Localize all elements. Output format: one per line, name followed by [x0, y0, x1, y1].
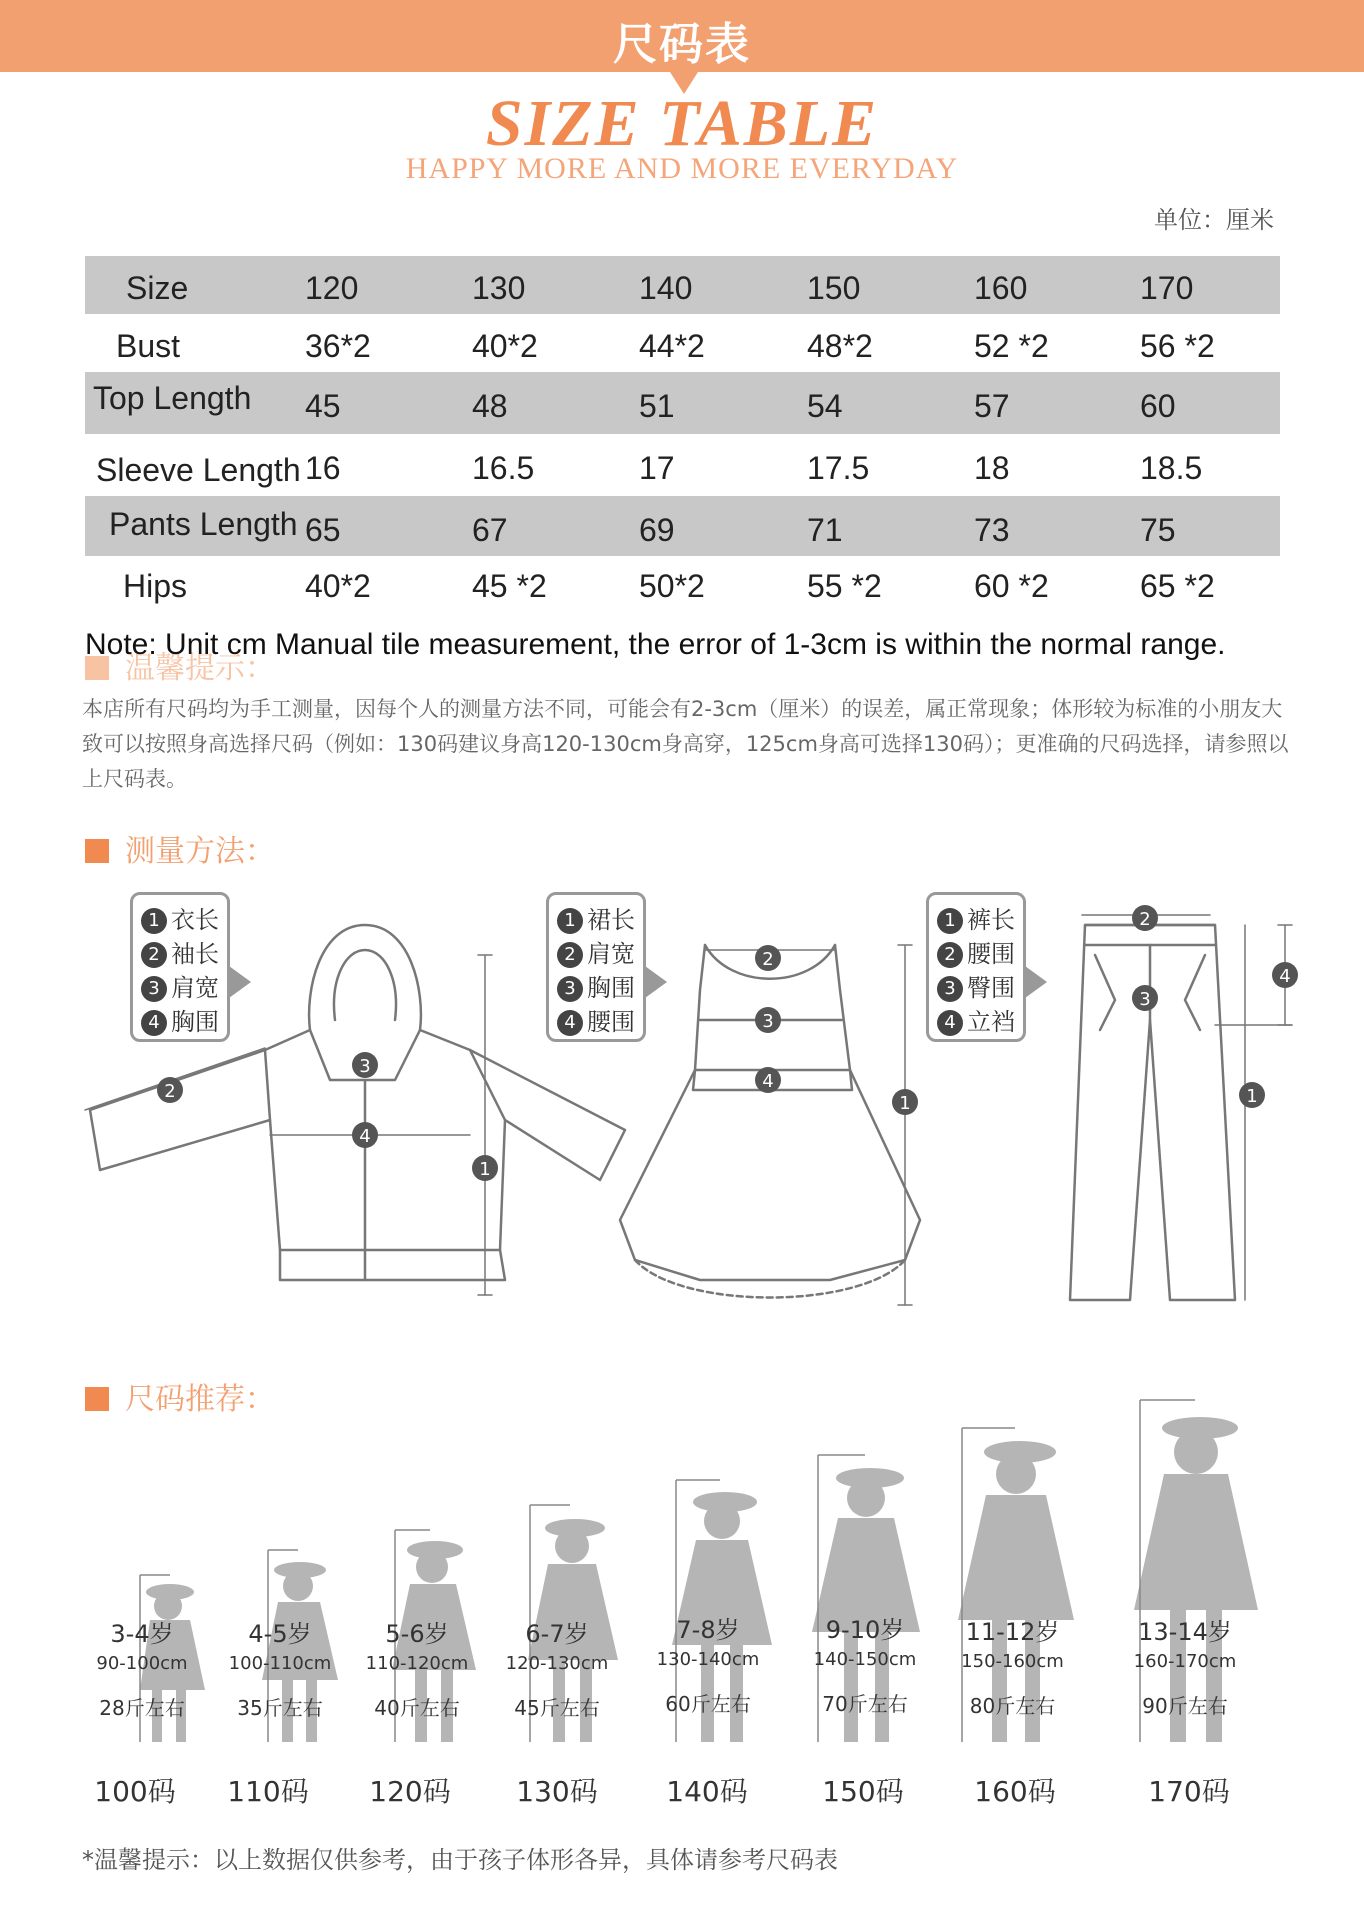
- kid-info: [82, 1614, 202, 1721]
- marker-label: 1: [479, 1159, 491, 1180]
- legend-item: 3 肩宽: [141, 971, 219, 1005]
- pants-drawing: [1070, 915, 1292, 1300]
- table-row: [85, 372, 1280, 434]
- kid-age: 5-6岁: [385, 1620, 449, 1648]
- table-cell: 51: [639, 388, 675, 424]
- recommended-size: 100码: [94, 1775, 176, 1808]
- size-table: [85, 256, 1280, 614]
- legend-item: 1 裙长: [557, 903, 635, 937]
- square-icon: [85, 839, 109, 863]
- kid-height: 90-100cm: [96, 1653, 188, 1674]
- number-2-icon: 2: [557, 942, 583, 968]
- tips-heading-text: 温馨提示：: [125, 651, 275, 686]
- kid-weight: 35斤左右: [237, 1696, 323, 1720]
- kid-info: [1115, 1612, 1255, 1719]
- marker-4: [1272, 962, 1298, 988]
- table-cell: 40*2: [305, 568, 371, 604]
- marker-1: [892, 1089, 918, 1115]
- table-cell: 18: [974, 450, 1010, 486]
- kid-weight: 28斤左右: [99, 1696, 185, 1720]
- table-cell: 75: [1140, 512, 1176, 548]
- table-cell: 56 *2: [1140, 328, 1215, 364]
- legend-item: 3 臀围: [937, 971, 1015, 1005]
- legend-item: 1 裤长: [937, 903, 1015, 937]
- marker-label: 2: [762, 949, 774, 970]
- number-2-icon: 2: [141, 942, 167, 968]
- table-cell: 57: [974, 388, 1010, 424]
- banner-title: 尺码表: [613, 19, 751, 70]
- row-label: Top Length: [93, 380, 252, 416]
- kid-weight: 40斤左右: [374, 1696, 460, 1720]
- kid-info: [643, 1610, 773, 1717]
- table-cell: 45: [305, 388, 341, 424]
- header-banner: [0, 0, 1364, 72]
- garment-diagrams: [0, 880, 1364, 1320]
- table-cell: 16.5: [472, 450, 535, 486]
- number-3-icon: 3: [557, 976, 583, 1002]
- kid-height: 150-160cm: [961, 1651, 1064, 1672]
- legend-item: 2 肩宽: [557, 937, 635, 971]
- footer-note: *温馨提示：以上数据仅供参考，由于孩子体形各异，具体请参考尺码表: [82, 1846, 838, 1874]
- page-title: SIZE TABLE: [485, 87, 879, 160]
- row-label: Pants Length: [109, 506, 298, 542]
- marker-label: 4: [762, 1071, 774, 1092]
- table-row: [85, 256, 1280, 314]
- table-cell: 16: [305, 450, 341, 486]
- kid-weight: 45斤左右: [514, 1696, 600, 1720]
- table-row: [85, 314, 1280, 372]
- kid-height: 160-170cm: [1133, 1651, 1237, 1672]
- kid-info: [945, 1612, 1080, 1719]
- marker-label: 3: [359, 1056, 371, 1077]
- legend-item: 4 立裆: [937, 1005, 1015, 1039]
- number-1-icon: 1: [141, 908, 167, 934]
- table-cell: 71: [807, 512, 843, 548]
- marker-3: [352, 1052, 378, 1078]
- marker-3: [755, 1007, 781, 1033]
- kid-height: 100-110cm: [228, 1653, 332, 1674]
- number-3-icon: 3: [937, 976, 963, 1002]
- number-1-icon: 1: [937, 908, 963, 934]
- dress-drawing: [620, 945, 920, 1305]
- recommended-size: 140码: [666, 1775, 748, 1808]
- marker-2: [1132, 905, 1158, 931]
- marker-label: 3: [1139, 989, 1151, 1010]
- kid-age: 7-8岁: [676, 1616, 740, 1644]
- kid-info: [352, 1614, 482, 1721]
- row-label: Sleeve Length: [96, 452, 301, 488]
- number-1-icon: 1: [557, 908, 583, 934]
- table-cell: 60: [1140, 388, 1176, 424]
- table-cell: 17: [639, 450, 675, 486]
- marker-label: 1: [899, 1093, 911, 1114]
- number-4-icon: 4: [557, 1010, 583, 1036]
- measurement-note: Note: Unit cm Manual tile measurement, the error of 1-3cm is within the normal range.: [85, 628, 1226, 661]
- table-cell: 52 *2: [974, 328, 1049, 364]
- kid-age: 4-5岁: [248, 1620, 312, 1648]
- row-label: Hips: [123, 568, 188, 604]
- marker-2: [157, 1077, 183, 1103]
- kid-info: [800, 1610, 930, 1717]
- table-cell: 50*2: [639, 568, 705, 604]
- kid-height: 130-140cm: [656, 1649, 760, 1670]
- kid-weight: 70斤左右: [822, 1692, 908, 1716]
- page-subtitle: HAPPY MORE AND MORE EVERYDAY: [405, 152, 959, 185]
- table-cell: 65 *2: [1140, 568, 1215, 604]
- legend-item: 4 腰围: [557, 1005, 635, 1039]
- table-cell: 150: [807, 270, 861, 306]
- marker-label: 1: [1246, 1086, 1258, 1107]
- unit-label: 单位：厘米: [1154, 206, 1274, 234]
- number-4-icon: 4: [141, 1010, 167, 1036]
- table-cell: 120: [305, 270, 359, 306]
- tips-text: 本店所有尺码均为手工测量，因每个人的测量方法不同，可能会有2-3cm（厘米）的误差，属正常现象；体形较为标准的小朋友大致可以按照身高选择尺码（例如：130码建议身高120-130cm身高穿，125cm身高可选择130码）；更准确的尺码选择，请参照以上尺码表。: [82, 697, 1289, 791]
- table-cell: 65: [305, 512, 341, 548]
- table-cell: 17.5: [807, 450, 870, 486]
- table-cell: 55 *2: [807, 568, 882, 604]
- marker-4: [352, 1122, 378, 1148]
- kid-age: 11-12岁: [965, 1618, 1060, 1646]
- table-cell: 130: [472, 270, 526, 306]
- table-cell: 60 *2: [974, 568, 1049, 604]
- table-cell: 140: [639, 270, 693, 306]
- recommended-size: 130码: [516, 1775, 598, 1808]
- table-cell: 40*2: [472, 328, 538, 364]
- kid-height: 110-120cm: [365, 1653, 469, 1674]
- table-cell: 48*2: [807, 328, 873, 364]
- marker-3: [1132, 985, 1158, 1011]
- measure-heading-text: 测量方法：: [125, 834, 275, 869]
- marker-2: [755, 945, 781, 971]
- legend-item: 2 腰围: [937, 937, 1015, 971]
- table-cell: 36*2: [305, 328, 371, 364]
- table-row: [85, 496, 1280, 556]
- table-cell: 170: [1140, 270, 1194, 306]
- row-label: Bust: [116, 328, 181, 364]
- kid-info: [492, 1614, 622, 1721]
- kid-age: 9-10岁: [825, 1616, 905, 1644]
- measure-heading: [85, 826, 275, 870]
- kid-height: 120-130cm: [505, 1653, 609, 1674]
- legend-item: 4 胸围: [141, 1005, 219, 1039]
- legend-item: 2 袖长: [141, 937, 219, 971]
- marker-4: [755, 1067, 781, 1093]
- marker-label: 3: [762, 1011, 774, 1032]
- number-4-icon: 4: [937, 1010, 963, 1036]
- row-label: Size: [126, 270, 189, 306]
- marker-label: 2: [164, 1081, 176, 1102]
- number-3-icon: 3: [141, 976, 167, 1002]
- marker-label: 4: [359, 1126, 371, 1147]
- table-cell: 67: [472, 512, 508, 548]
- recommended-size: 150码: [822, 1775, 904, 1808]
- table-cell: 48: [472, 388, 508, 424]
- marker-label: 2: [1139, 909, 1151, 930]
- number-2-icon: 2: [937, 942, 963, 968]
- table-cell: 18.5: [1140, 450, 1203, 486]
- hoodie-drawing: [85, 925, 625, 1295]
- kid-age: 13-14岁: [1138, 1618, 1232, 1646]
- marker-1: [1239, 1082, 1265, 1108]
- table-row: [85, 556, 1280, 614]
- kid-weight: 80斤左右: [969, 1694, 1056, 1718]
- kid-age: 3-4岁: [110, 1620, 174, 1648]
- kid-height: 140-150cm: [813, 1649, 917, 1670]
- recommended-size: 170码: [1148, 1775, 1230, 1808]
- table-cell: 69: [639, 512, 675, 548]
- legend-item: 1 衣长: [141, 903, 219, 937]
- kid-info: [215, 1614, 345, 1721]
- kid-age: 6-7岁: [525, 1620, 589, 1648]
- recommended-size: 110码: [227, 1775, 309, 1808]
- legend-item: 3 胸围: [557, 971, 635, 1005]
- table-row: [85, 434, 1280, 496]
- table-cell: 160: [974, 270, 1028, 306]
- recommended-size: 120码: [369, 1775, 451, 1808]
- kid-weight: 90斤左右: [1142, 1694, 1228, 1718]
- recommend-heading-text: 尺码推荐：: [125, 1382, 275, 1417]
- marker-1: [472, 1155, 498, 1181]
- table-cell: 44*2: [639, 328, 705, 364]
- table-cell: 54: [807, 388, 843, 424]
- table-cell: 73: [974, 512, 1010, 548]
- recommended-size: 160码: [974, 1775, 1056, 1808]
- kid-weight: 60斤左右: [665, 1692, 751, 1716]
- marker-label: 4: [1279, 966, 1291, 987]
- table-cell: 45 *2: [472, 568, 547, 604]
